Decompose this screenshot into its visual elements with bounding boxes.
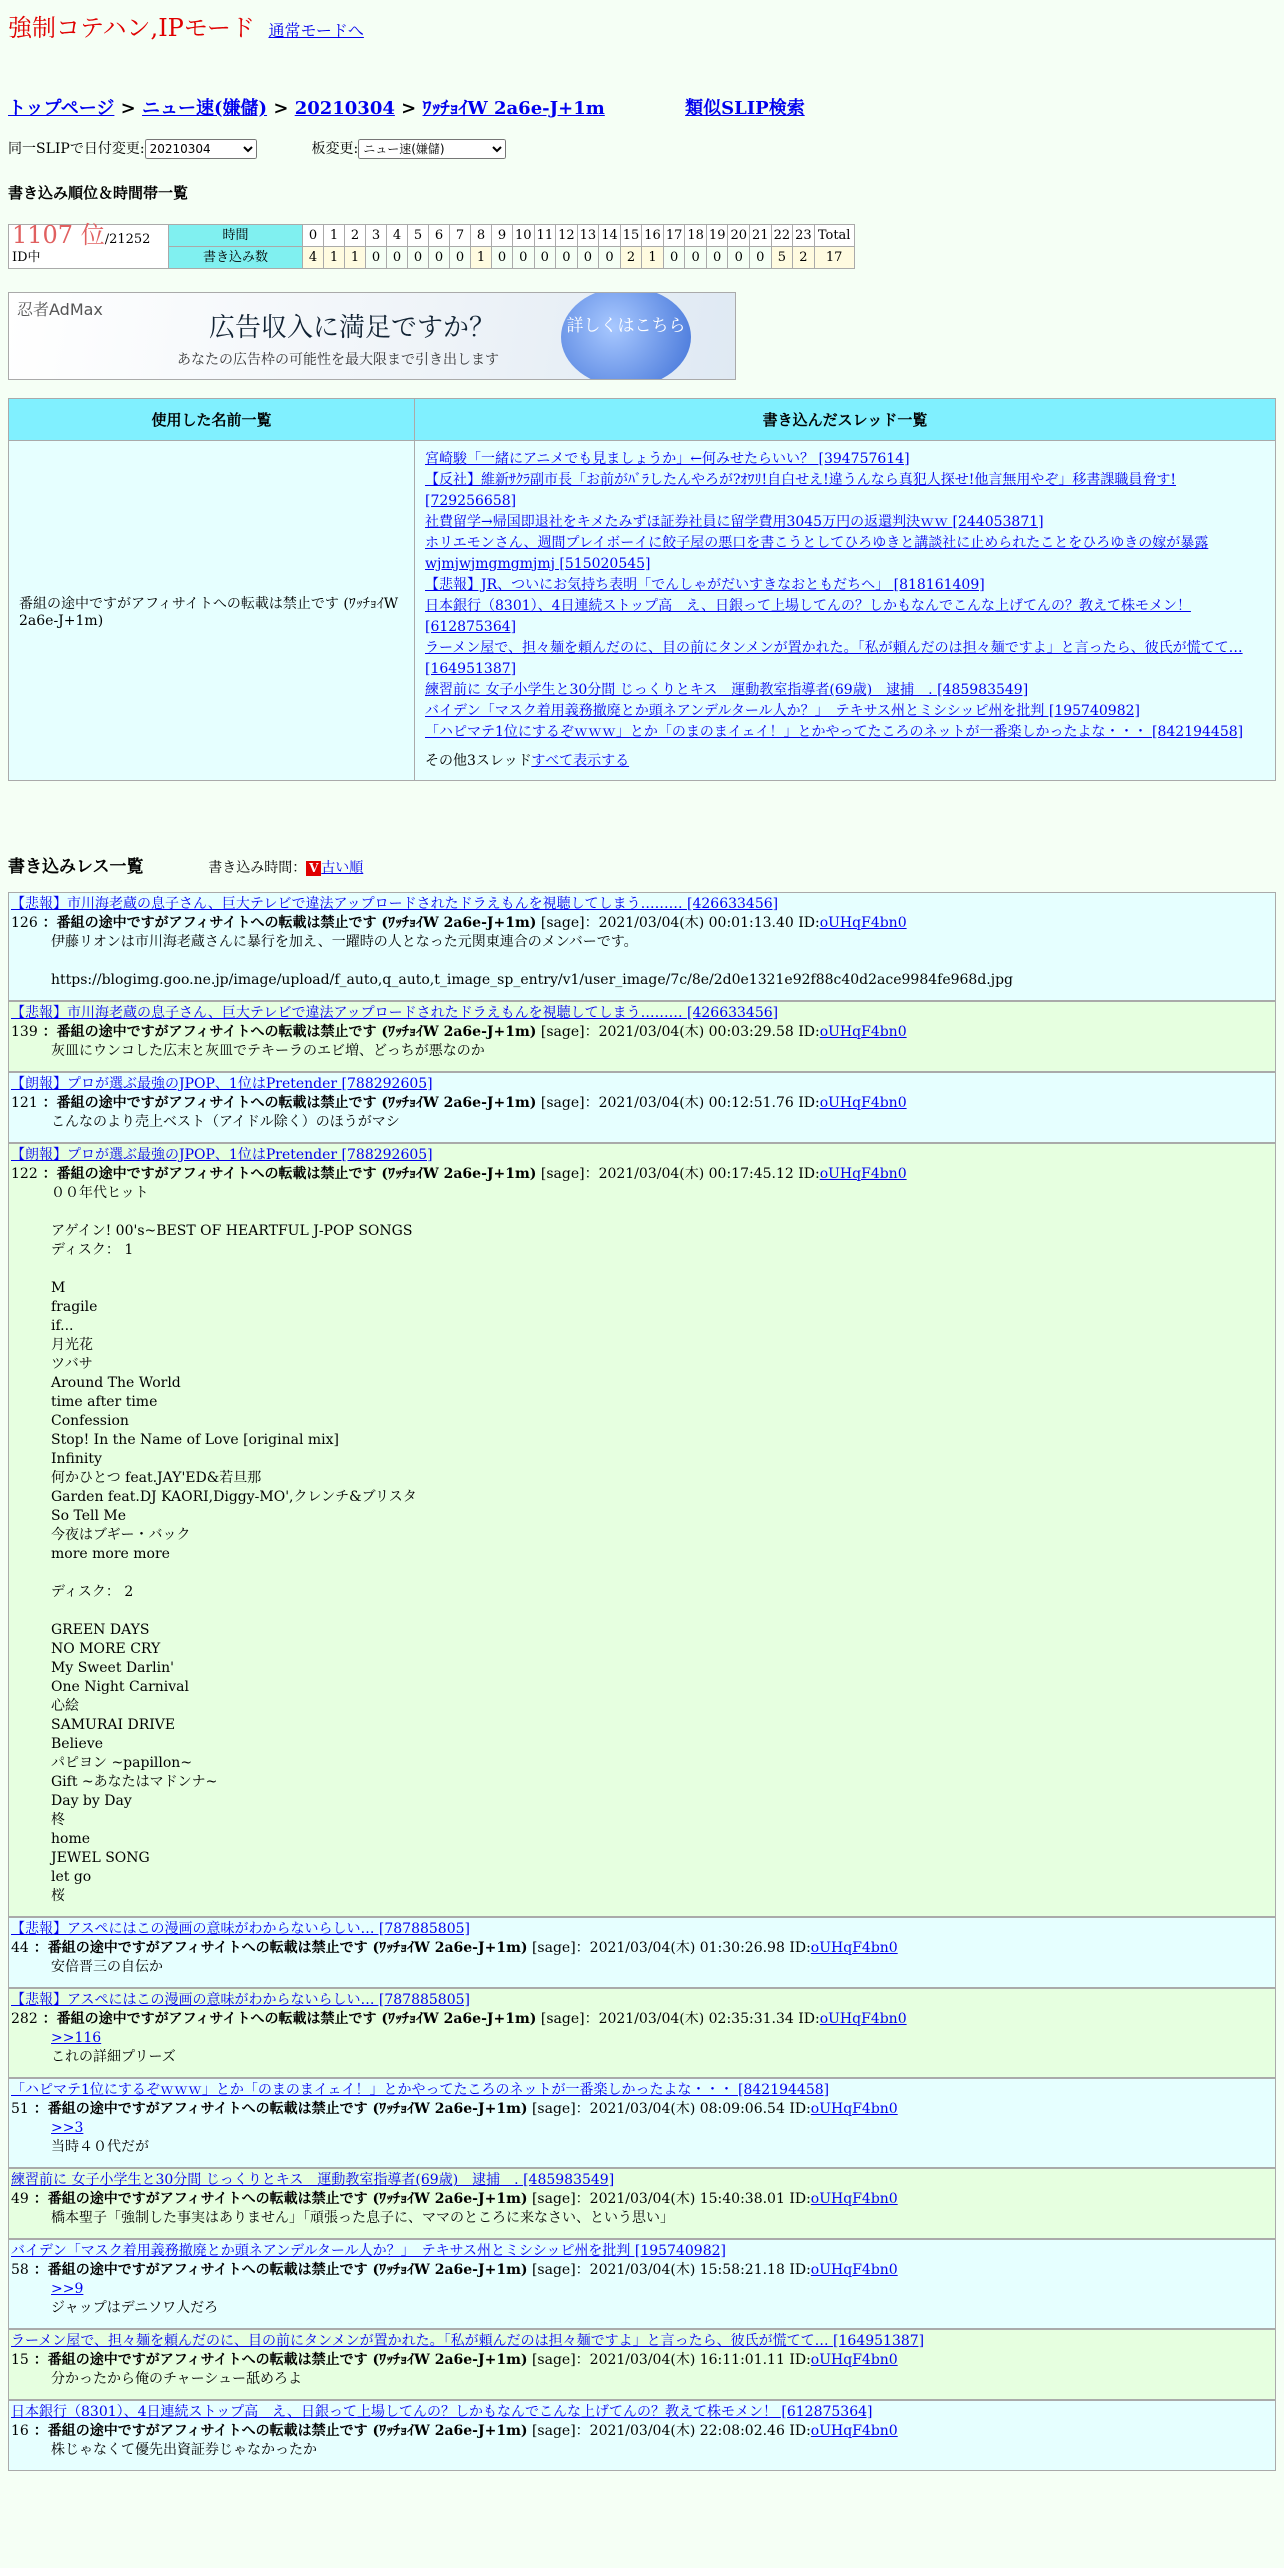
response-number: 16	[11, 2423, 29, 2439]
response-thread-link[interactable]: 【悲報】アスペにはこの漫画の意味がわからないらしい… [787885805]	[11, 1992, 470, 2008]
breadcrumb-slip-link[interactable]: ﾜｯﾁｮｲW 2a6e-J+1m	[422, 98, 605, 119]
count-cell: 0	[706, 247, 728, 269]
response-name: 番組の途中ですがアフィサイトへの転載は禁止です	[47, 1940, 368, 1956]
response-slip: (ﾜｯﾁｮｲW 2a6e-J+1m)	[376, 915, 537, 931]
hour-cell: 13	[577, 225, 599, 247]
thread-link[interactable]: 宮崎駿「一緒にアニメでも見ましょうか」←何みせたらいい？ [394757614]	[425, 451, 910, 467]
response-body: 橋本聖子「強制した事実はありません」「頑張った息子に、ママのところに来なさい、という思い」	[51, 2210, 674, 2226]
response-item	[8, 2239, 1276, 2329]
response-meta: [sage]：2021/03/04(木) 08:09:06.54 ID:	[527, 2101, 811, 2117]
response-meta: [sage]：2021/03/04(木) 22:08:02.46 ID:	[527, 2423, 811, 2439]
responses-heading-row	[8, 852, 363, 877]
thread-link[interactable]: バイデン「マスク着用義務撤廃とか頭ネアンデルタール人か？」 テキサス州とミシシッピ州を批判 [195740982]	[425, 703, 1140, 719]
hour-cell: 2	[345, 225, 366, 247]
response-header	[11, 2010, 1273, 2029]
response-name-prefix: ：	[37, 1024, 57, 1040]
response-name-prefix: ：	[37, 1095, 57, 1111]
board-change-label: 板変更:	[311, 141, 359, 157]
count-cell: 0	[556, 247, 578, 269]
response-name-prefix: ：	[28, 2262, 48, 2278]
response-id-link[interactable]: oUHqF4bn0	[819, 915, 907, 931]
response-header	[11, 2422, 1273, 2441]
hour-total-header: Total	[814, 225, 854, 247]
ad-banner[interactable]	[8, 292, 736, 380]
time-label: 時間	[169, 225, 303, 247]
response-item	[8, 1988, 1276, 2078]
hour-cell: 22	[771, 225, 793, 247]
response-number: 282	[11, 2011, 38, 2027]
hour-cell: 19	[706, 225, 728, 247]
response-id-link[interactable]: oUHqF4bn0	[810, 2262, 898, 2278]
response-body: こんなのより売上ベスト（アイドル除く）のほうがマシ	[51, 1114, 400, 1130]
response-item	[8, 1072, 1276, 1143]
ad-brand: 忍者AdMax	[17, 300, 103, 319]
thread-list-cell	[415, 441, 1276, 781]
response-thread-link[interactable]: 【悲報】市川海老蔵の息子さん、巨大テレビで違法アップロードされたドラえもんを視聴してしまう……… [426633456]	[11, 896, 779, 912]
response-thread-link[interactable]: バイデン「マスク着用義務撤廃とか頭ネアンデルタール人か？」 テキサス州とミシシッピ州を批判 [195740982]	[11, 2243, 726, 2259]
response-thread-link[interactable]: 【朗報】プロが選ぶ最強のJPOP、1位はPretender [788292605]	[11, 1147, 433, 1163]
thread-link[interactable]: 【反社】維新ｻｸﾗ副市長「お前がﾊﾞﾗしたんやろが?ｵﾜﾘ!自白せえ!違うんなら真犯人探せ!他言無用やぞ」移書課職員脅す! [729256658]	[425, 472, 1177, 509]
response-number: 122	[11, 1166, 38, 1182]
hourly-post-table	[8, 221, 855, 269]
response-slip: (ﾜｯﾁｮｲW 2a6e-J+1m)	[367, 2262, 528, 2278]
breadcrumb: トップページ > ニュー速(嫌儲) > 20210304 > ﾜｯﾁｮｲW 2a6e-J+1m 類似SLIP検索	[8, 98, 805, 119]
response-quote-row	[11, 2029, 1273, 2048]
response-item	[8, 2168, 1276, 2239]
page-title	[8, 8, 364, 43]
response-number: 49	[11, 2191, 29, 2207]
response-slip: (ﾜｯﾁｮｲW 2a6e-J+1m)	[367, 2191, 528, 2207]
response-id-link[interactable]: oUHqF4bn0	[810, 2101, 898, 2117]
response-item	[8, 2078, 1276, 2168]
order-control: 書き込み時間： V 古い順	[208, 860, 364, 876]
response-number: 126	[11, 915, 38, 931]
response-item	[8, 1001, 1276, 1072]
response-thread-link[interactable]: 日本銀行（8301）、4日連続ストップ高 え、日銀って上場してんの？しかもなんでこんな上げてんの？教えて株モメン！ [612875364]	[11, 2404, 873, 2420]
response-body: これの詳細プリーズ	[51, 2049, 176, 2065]
response-thread-link[interactable]: 【悲報】アスペにはこの漫画の意味がわからないらしい… [787885805]	[11, 1921, 470, 1937]
response-id-link[interactable]: oUHqF4bn0	[810, 2423, 898, 2439]
thread-link[interactable]: ラーメン屋で、担々麺を頼んだのに、目の前にタンメンが置かれた。「私が頼んだのは担々麺ですよ」と言ったら、彼氏が慌てて… [164951387]	[425, 640, 1243, 677]
response-item	[8, 1917, 1276, 1988]
normal-mode-link[interactable]: 通常モードへ	[268, 21, 364, 40]
response-slip: (ﾜｯﾁｮｲW 2a6e-J+1m)	[376, 1024, 537, 1040]
response-name: 番組の途中ですがアフィサイトへの転載は禁止です	[47, 2262, 368, 2278]
response-slip: (ﾜｯﾁｮｲW 2a6e-J+1m)	[367, 2101, 528, 2117]
response-name-prefix: ：	[28, 2423, 48, 2439]
selector-row	[8, 138, 506, 159]
count-cell: 0	[387, 247, 408, 269]
hour-cell: 1	[324, 225, 345, 247]
response-body: 安倍晋三の自伝か	[51, 1959, 163, 1975]
breadcrumb-board-link[interactable]: ニュー速(嫌儲)	[142, 98, 268, 119]
response-slip: (ﾜｯﾁｮｲW 2a6e-J+1m)	[367, 2352, 528, 2368]
response-item	[8, 2400, 1276, 2471]
count-cell: 0	[450, 247, 471, 269]
hour-cell: 10	[513, 225, 535, 247]
response-name-prefix: ：	[37, 1166, 57, 1182]
ad-subtext: あなたの広告枠の可能性を最大限まで引き出します	[177, 352, 499, 368]
date-select[interactable]	[145, 139, 257, 159]
count-cell: 0	[492, 247, 513, 269]
response-name: 番組の途中ですがアフィサイトへの転載は禁止です	[47, 2101, 368, 2117]
responses-heading: 書き込みレス一覧	[8, 857, 144, 877]
response-header	[11, 2351, 1273, 2370]
response-thread-link[interactable]: 【朗報】プロが選ぶ最強のJPOP、1位はPretender [788292605]	[11, 1076, 433, 1092]
response-header	[11, 914, 1273, 933]
response-name: 番組の途中ですがアフィサイトへの転載は禁止です	[47, 2191, 368, 2207]
hour-cell: 16	[642, 225, 664, 247]
response-quote-link[interactable]: >>116	[51, 2030, 102, 2046]
response-slip: (ﾜｯﾁｮｲW 2a6e-J+1m)	[367, 1940, 528, 1956]
breadcrumb-date-link[interactable]: 20210304	[294, 98, 395, 119]
hour-cell: 3	[366, 225, 387, 247]
count-cell: 2	[620, 247, 642, 269]
ad-cta-button[interactable]: 詳しくはこちら	[561, 292, 691, 380]
response-body: 株じゃなくて優先出資証券じゃなかったか	[51, 2442, 317, 2458]
count-cell: 0	[513, 247, 535, 269]
hour-cell: 6	[429, 225, 450, 247]
response-header	[11, 2100, 1273, 2119]
response-name: 番組の途中ですがアフィサイトへの転載は禁止です	[56, 1166, 377, 1182]
response-name-prefix: ：	[28, 2352, 48, 2368]
response-quote-row	[11, 2119, 1273, 2138]
hour-cell: 14	[599, 225, 621, 247]
summary-table	[8, 398, 1276, 781]
hour-cell: 17	[663, 225, 685, 247]
hour-cell: 0	[303, 225, 324, 247]
response-slip: (ﾜｯﾁｮｲW 2a6e-J+1m)	[376, 2011, 537, 2027]
response-name: 番組の途中ですがアフィサイトへの転載は禁止です	[56, 1095, 377, 1111]
response-item	[8, 1143, 1276, 1917]
response-header	[11, 2190, 1273, 2209]
count-cell: 0	[534, 247, 556, 269]
hour-cell: 23	[793, 225, 815, 247]
rank-total: /21252 ID中	[12, 232, 151, 265]
response-slip: (ﾜｯﾁｮｲW 2a6e-J+1m)	[376, 1095, 537, 1111]
hour-cell: 4	[387, 225, 408, 247]
hour-cell: 15	[620, 225, 642, 247]
response-body: 灰皿にウンコした広末と灰皿でテキーラのエビ増、どっちが悪なのか	[51, 1043, 485, 1059]
board-select[interactable]	[358, 139, 506, 159]
count-label: 書き込み数	[169, 247, 303, 269]
response-quote-link[interactable]: >>3	[51, 2120, 84, 2136]
hour-cell: 18	[685, 225, 707, 247]
count-cell: 5	[771, 247, 793, 269]
response-body: 分かったから俺のチャーシュー舐めろよ	[51, 2371, 303, 2387]
response-thread-link[interactable]: ラーメン屋で、担々麺を頼んだのに、目の前にタンメンが置かれた。「私が頼んだのは担々麺ですよ」と言ったら、彼氏が慌てて… [164951387]	[11, 2333, 925, 2349]
count-cell: 1	[471, 247, 492, 269]
response-meta: [sage]：2021/03/04(木) 00:12:51.76 ID:	[536, 1095, 820, 1111]
count-cell: 2	[793, 247, 815, 269]
response-id-link[interactable]: oUHqF4bn0	[810, 2191, 898, 2207]
response-name: 番組の途中ですがアフィサイトへの転載は禁止です	[56, 915, 377, 931]
response-header	[11, 1094, 1273, 1113]
hour-cell: 20	[728, 225, 750, 247]
response-meta: [sage]：2021/03/04(木) 15:40:38.01 ID:	[527, 2191, 811, 2207]
count-total: 17	[814, 247, 854, 269]
rank-cell	[9, 221, 169, 269]
ad-headline: 広告収入に満足ですか？	[209, 313, 496, 343]
thread-link[interactable]: 練習前に 女子小学生と30分間 じっくりとキス 運動教室指導者(69歳) 逮捕 . [485983549]	[425, 682, 1029, 698]
thread-link[interactable]: 日本銀行（8301）、4日連続ストップ高 え、日銀って上場してんの？しかもなんでこんな上げてんの？教えて株モメン！ [612875364]	[425, 598, 1191, 635]
response-header	[11, 2261, 1273, 2280]
mode-title: 強制コテハン,IPモード	[8, 14, 255, 42]
count-cell: 0	[366, 247, 387, 269]
response-item	[8, 2329, 1276, 2400]
response-name-prefix: ：	[37, 2011, 57, 2027]
thread-link[interactable]: 社費留学→帰国即退社をキメたみずほ証券社員に留学費用3045万円の返還判決ｗｗ [244053871]	[425, 514, 1044, 530]
response-meta: [sage]：2021/03/04(木) 00:17:45.12 ID:	[536, 1166, 820, 1182]
response-id-link[interactable]: oUHqF4bn0	[810, 2352, 898, 2368]
response-meta: [sage]：2021/03/04(木) 02:35:31.34 ID:	[536, 2011, 820, 2027]
response-thread-link[interactable]: 練習前に 女子小学生と30分間 じっくりとキス 運動教室指導者(69歳) 逮捕 . [485983549]	[11, 2172, 615, 2188]
response-quote-link[interactable]: >>9	[51, 2281, 84, 2297]
response-meta: [sage]：2021/03/04(木) 16:11:01.11 ID:	[527, 2352, 811, 2368]
breadcrumb-top-link[interactable]: トップページ	[8, 98, 115, 119]
count-cell: 1	[642, 247, 664, 269]
hour-cell: 8	[471, 225, 492, 247]
response-name-prefix: ：	[28, 2101, 48, 2117]
name-list-cell: 番組の途中ですがアフィサイトへの転載は禁止です (ﾜｯﾁｮｲW 2a6e-J+1m)	[9, 441, 415, 781]
response-thread-link[interactable]: 【悲報】市川海老蔵の息子さん、巨大テレビで違法アップロードされたドラえもんを視聴してしまう……… [426633456]	[11, 1005, 779, 1021]
response-thread-link[interactable]: 「ハピマテ1位にするぞｗｗｗ」とか「のまのまイェイ！」とかやってたころのネットが一番楽しかったよな・・・ [842194458]	[11, 2082, 830, 2098]
count-cell: 0	[728, 247, 750, 269]
response-body: ジャップはデニソワ人だろ	[51, 2300, 219, 2316]
response-quote-row	[11, 2280, 1273, 2299]
thread-link[interactable]: 「ハピマテ1位にするぞｗｗｗ」とか「のまのまイェイ！」とかやってたころのネットが一番楽しかったよな・・・ [842194458]	[425, 724, 1244, 740]
count-cell: 0	[685, 247, 707, 269]
hour-cell: 5	[408, 225, 429, 247]
count-cell: 1	[324, 247, 345, 269]
ranking-heading: 書き込み順位＆時間帯一覧	[8, 184, 189, 202]
response-header	[11, 1165, 1273, 1184]
count-cell: 0	[750, 247, 772, 269]
response-slip: (ﾜｯﾁｮｲW 2a6e-J+1m)	[367, 2423, 528, 2439]
response-meta: [sage]：2021/03/04(木) 01:30:26.98 ID:	[527, 1940, 811, 1956]
hour-cell: 12	[556, 225, 578, 247]
response-header	[11, 1023, 1273, 1042]
hour-cell: 21	[750, 225, 772, 247]
date-change-label: 同一SLIPで日付変更:	[8, 141, 145, 157]
sort-icon: V	[306, 861, 321, 876]
response-number: 51	[11, 2101, 29, 2117]
response-number: 15	[11, 2352, 29, 2368]
response-id-link[interactable]: oUHqF4bn0	[810, 1940, 898, 1956]
response-name-prefix: ：	[28, 2191, 48, 2207]
count-cell: 0	[429, 247, 450, 269]
response-number: 58	[11, 2262, 29, 2278]
hour-cell: 11	[534, 225, 556, 247]
response-name-prefix: ：	[28, 1940, 48, 1956]
response-id-link[interactable]: oUHqF4bn0	[819, 2011, 907, 2027]
sort-oldest-link[interactable]: 古い順	[321, 860, 364, 876]
response-number: 139	[11, 1024, 38, 1040]
response-id-link[interactable]: oUHqF4bn0	[819, 1024, 907, 1040]
response-item	[8, 892, 1276, 1001]
response-body: 当時４０代だが	[51, 2139, 149, 2155]
threads-header: 書き込んだスレッド一覧	[415, 399, 1276, 441]
names-header: 使用した名前一覧	[9, 399, 415, 441]
count-cell: 0	[408, 247, 429, 269]
thread-link[interactable]: ホリエモンさん、週間プレイボーイに餃子屋の悪口を書こうとしてひろゆきと講談社に止められたことをひろゆきの嫁が暴露wjmjwjmgmgmjmj [515020545]	[425, 535, 1209, 572]
response-list	[8, 892, 1276, 2471]
response-name: 番組の途中ですがアフィサイトへの転載は禁止です	[56, 2011, 377, 2027]
count-cell: 1	[345, 247, 366, 269]
response-name: 番組の途中ですがアフィサイトへの転載は禁止です	[47, 2352, 368, 2368]
more-threads: その他3スレッドすべて表示する	[425, 753, 630, 769]
count-cell: 0	[663, 247, 685, 269]
response-number: 121	[11, 1095, 38, 1111]
response-number: 44	[11, 1940, 29, 1956]
response-name: 番組の途中ですがアフィサイトへの転載は禁止です	[56, 1024, 377, 1040]
show-all-threads-link[interactable]: すべて表示する	[531, 753, 630, 769]
response-id-link[interactable]: oUHqF4bn0	[819, 1095, 907, 1111]
thread-link[interactable]: 【悲報】JR、ついにお気持ち表明「でんしゃがだいすきなおともだちへ」 [818161409]	[425, 577, 985, 593]
hour-cell: 9	[492, 225, 513, 247]
count-cell: 0	[599, 247, 621, 269]
response-slip: (ﾜｯﾁｮｲW 2a6e-J+1m)	[376, 1166, 537, 1182]
response-meta: [sage]：2021/03/04(木) 00:01:13.40 ID:	[536, 915, 820, 931]
count-cell: 0	[577, 247, 599, 269]
hour-cell: 7	[450, 225, 471, 247]
response-name-prefix: ：	[37, 915, 57, 931]
response-body: 伊藤リオンは市川海老蔵さんに暴行を加え、一躍時の人となった元関東連合のメンバーです。 https://blogimg.goo.ne.jp/image/upload/f_auto,q_auto,t_image_sp_entry/v1/user_image/7c/8e/2d0e1321e92f88c40d2ace9984fe968d.jpg	[51, 934, 1014, 988]
response-header	[11, 1939, 1273, 1958]
response-meta: [sage]：2021/03/04(木) 15:58:21.18 ID:	[527, 2262, 811, 2278]
rank-value: 1107 位	[12, 221, 105, 249]
response-meta: [sage]：2021/03/04(木) 00:03:29.58 ID:	[536, 1024, 820, 1040]
response-id-link[interactable]: oUHqF4bn0	[819, 1166, 907, 1182]
response-name: 番組の途中ですがアフィサイトへの転載は禁止です	[47, 2423, 368, 2439]
similar-slip-search-link[interactable]: 類似SLIP検索	[685, 98, 805, 119]
count-cell: 4	[303, 247, 324, 269]
response-body: ００年代ヒット アゲイン! 00's~BEST OF HEARTFUL J-POP SONGS ディスク： 1 M fragile if... 月光花 ツバサ Around The World time after time Confession Stop! In the Name of Love [original mix] Infinity 何かひとつ feat.JAY'ED&若旦那 Garden feat.DJ KAORI,Diggy-MO',クレンチ&ブリスタ So Tell Me 今夜はブギー・バック more more more ディスク： 2 GREEN DAYS NO MORE CRY My Sweet Darlin' One Night Carnival 心絵 SAMURAI DRIVE Believe パピヨン ~papillon~ Gift ~あなたはマドンナ~ Day by Day 柊 home JEWEL SONG let go 桜	[51, 1185, 417, 1904]
